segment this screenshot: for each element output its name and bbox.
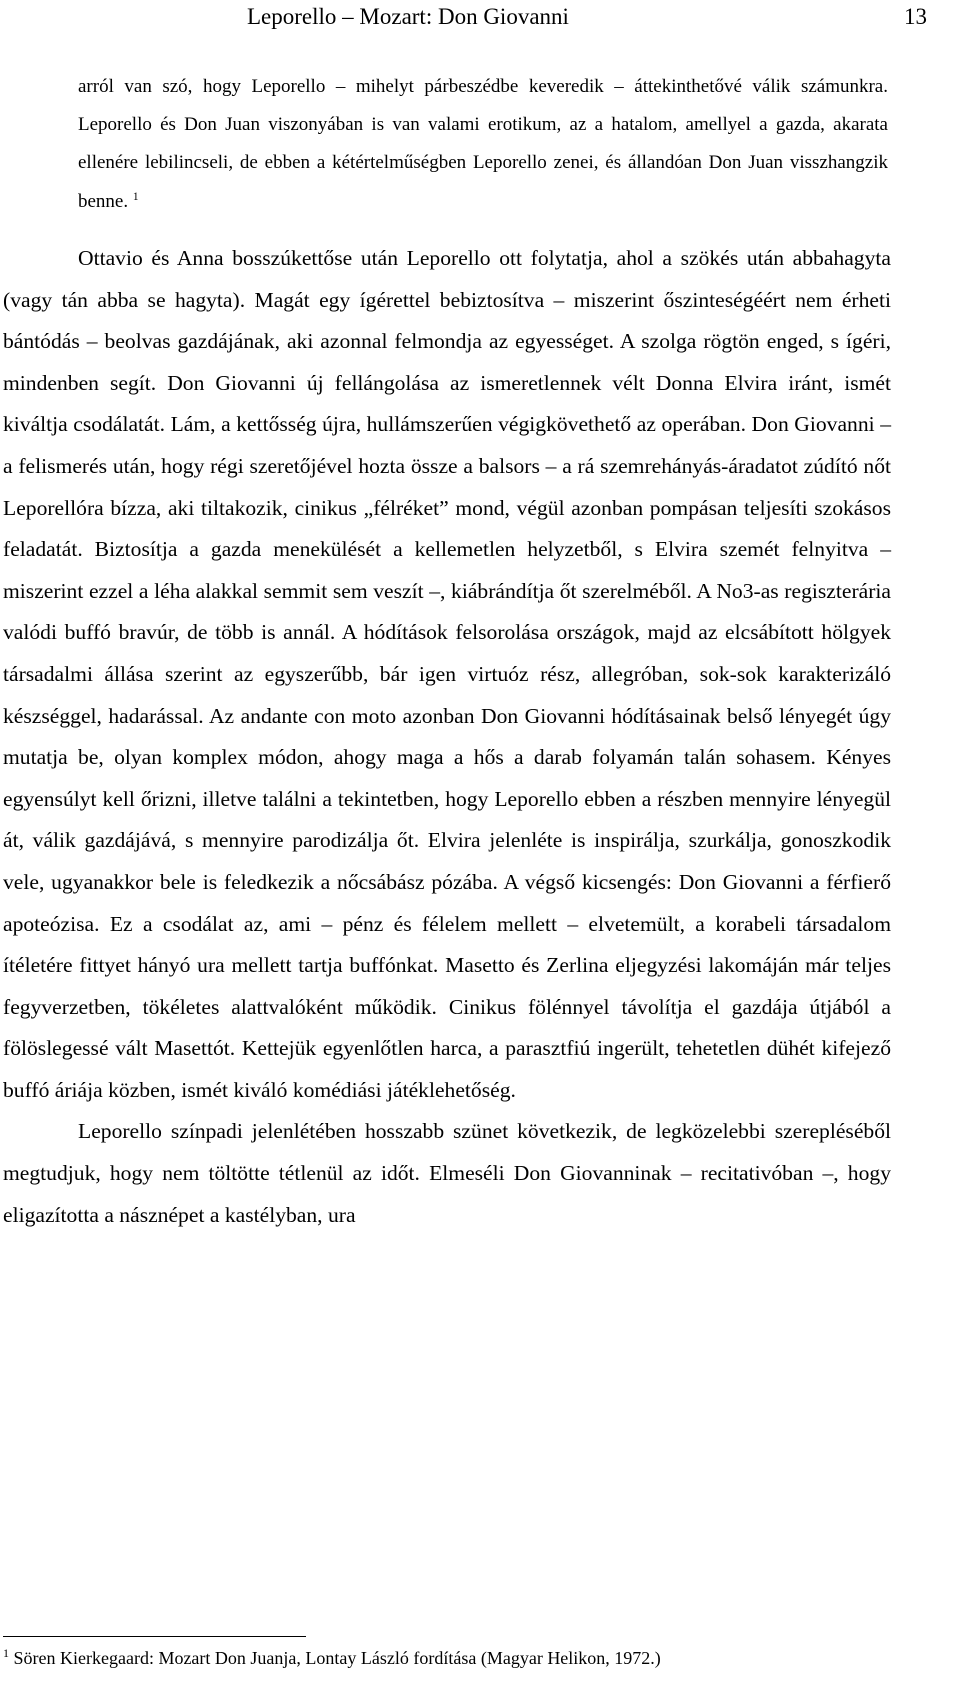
block-quote [78,68,888,221]
footnote-text: Sören Kierkegaard: Mozart Don Juanja, Lontay László fordítása (Magyar Helikon, 1972.) [13,1648,661,1668]
body-text [3,238,891,1236]
paragraph: Leporello színpadi jelenlétében hosszabb szünet következik, de legközelebbi szerepléséből megtudjuk, hogy nem töltötte tétlenül az időt. Elmeséli Don Giovanninak – recitativóban –, hogy eligazította a násznépet a kastélyban, ura [3,1119,891,1227]
page-number: 13 [904,4,927,29]
footnote-reference[interactable]: 1 [132,190,139,203]
footnote [3,1647,903,1669]
footnote-separator [3,1636,306,1637]
running-head: Leporello – Mozart: Don Giovanni [247,4,569,29]
footnote-marker: 1 [3,1646,9,1660]
quote-text: arról van szó, hogy Leporello – mihelyt párbeszédbe keveredik – áttekinthetővé válik számunkra. Leporello és Don Juan viszonyában is van valami erotikum, az a hatalom, amellyel a gazda, akarata ellenére lebilincseli, de ebben a kétértelműségben Leporello zenei, és állandóan Don Juan visszhangzik benne. [78,76,888,212]
paragraph: Ottavio és Anna bosszúkettőse után Leporello ott folytatja, ahol a szökés után abbahagyta (vagy tán abba se hagyta). Magát egy ígérettel bebiztosítva – miszerint őszinteségéért nem érheti bántódás – beolvas gazdájának, aki azonnal felmondja az egyességet. A szolga rögtön enged, s ígéri, mindenben segít. Don Giovanni új fellángolása az ismeretlennek vélt Donna Elvira iránt, ismét kiváltja csodálatát. Lám, a kettősség újra, hullámszerűen végigkövethető az operában. Don Giovanni – a felismerés után, hogy régi szeretőjével hozta össze a balsors – a rá szemrehányás-áradatot zúdító nőt Leporellóra bízza, aki tiltakozik, cinikus „félréket” mond, végül azonban pompásan teljesíti szokásos feladatát. Biztosítja a gazda menekülését a kellemetlen helyzetből, s Elvira szemét felnyitva – miszerint ezzel a léha alakkal semmit sem veszít –, kiábrándítja őt szerelméből. A No3-as regiszterária valódi buffó bravúr, de több is annál. A hódítások felsorolása országok, majd az elcsábított hölgyek társadalmi állása szerint az egyszerűbb, bár igen virtuóz rész, allegróban, sok-sok karakterizáló készséggel, hadarással. Az andante con moto azonban Don Giovanni hódításainak belső lényegét úgy mutatja be, olyan komplex módon, ahogy maga a hős a darab folyamán talán sohasem. Kényes egyensúlyt kell őrizni, illetve találni a tekintetben, hogy Leporello ebben a részben mennyire lényegül át, válik gazdájává, s mennyire parodizálja őt. Elvira jelenléte is inspirálja, szurkálja, gonoszkodik vele, ugyanakkor bele is feledkezik a nőcsábász pózába. A végső kicsengés: Don Giovanni a férfierő apoteózisa. Ez a csodálat az, ami – pénz és félelem mellett – elvetemült, a korabeli társadalom ítéletére fittyet hányó ura mellett tartja buffónkat. Masetto és Zerlina eljegyzési lakomáján már teljes fegyverzetben, tökéletes alattvalóként működik. Cinikus fölénnyel távolítja el gazdája útjából a fölöslegessé vált Masettót. Kettejük egyenlőtlen harca, a parasztfiú ingerült, tehetetlen dühét kifejező buffó áriája közben, ismét kiváló komédiási játéklehetőség. [3,246,891,1102]
